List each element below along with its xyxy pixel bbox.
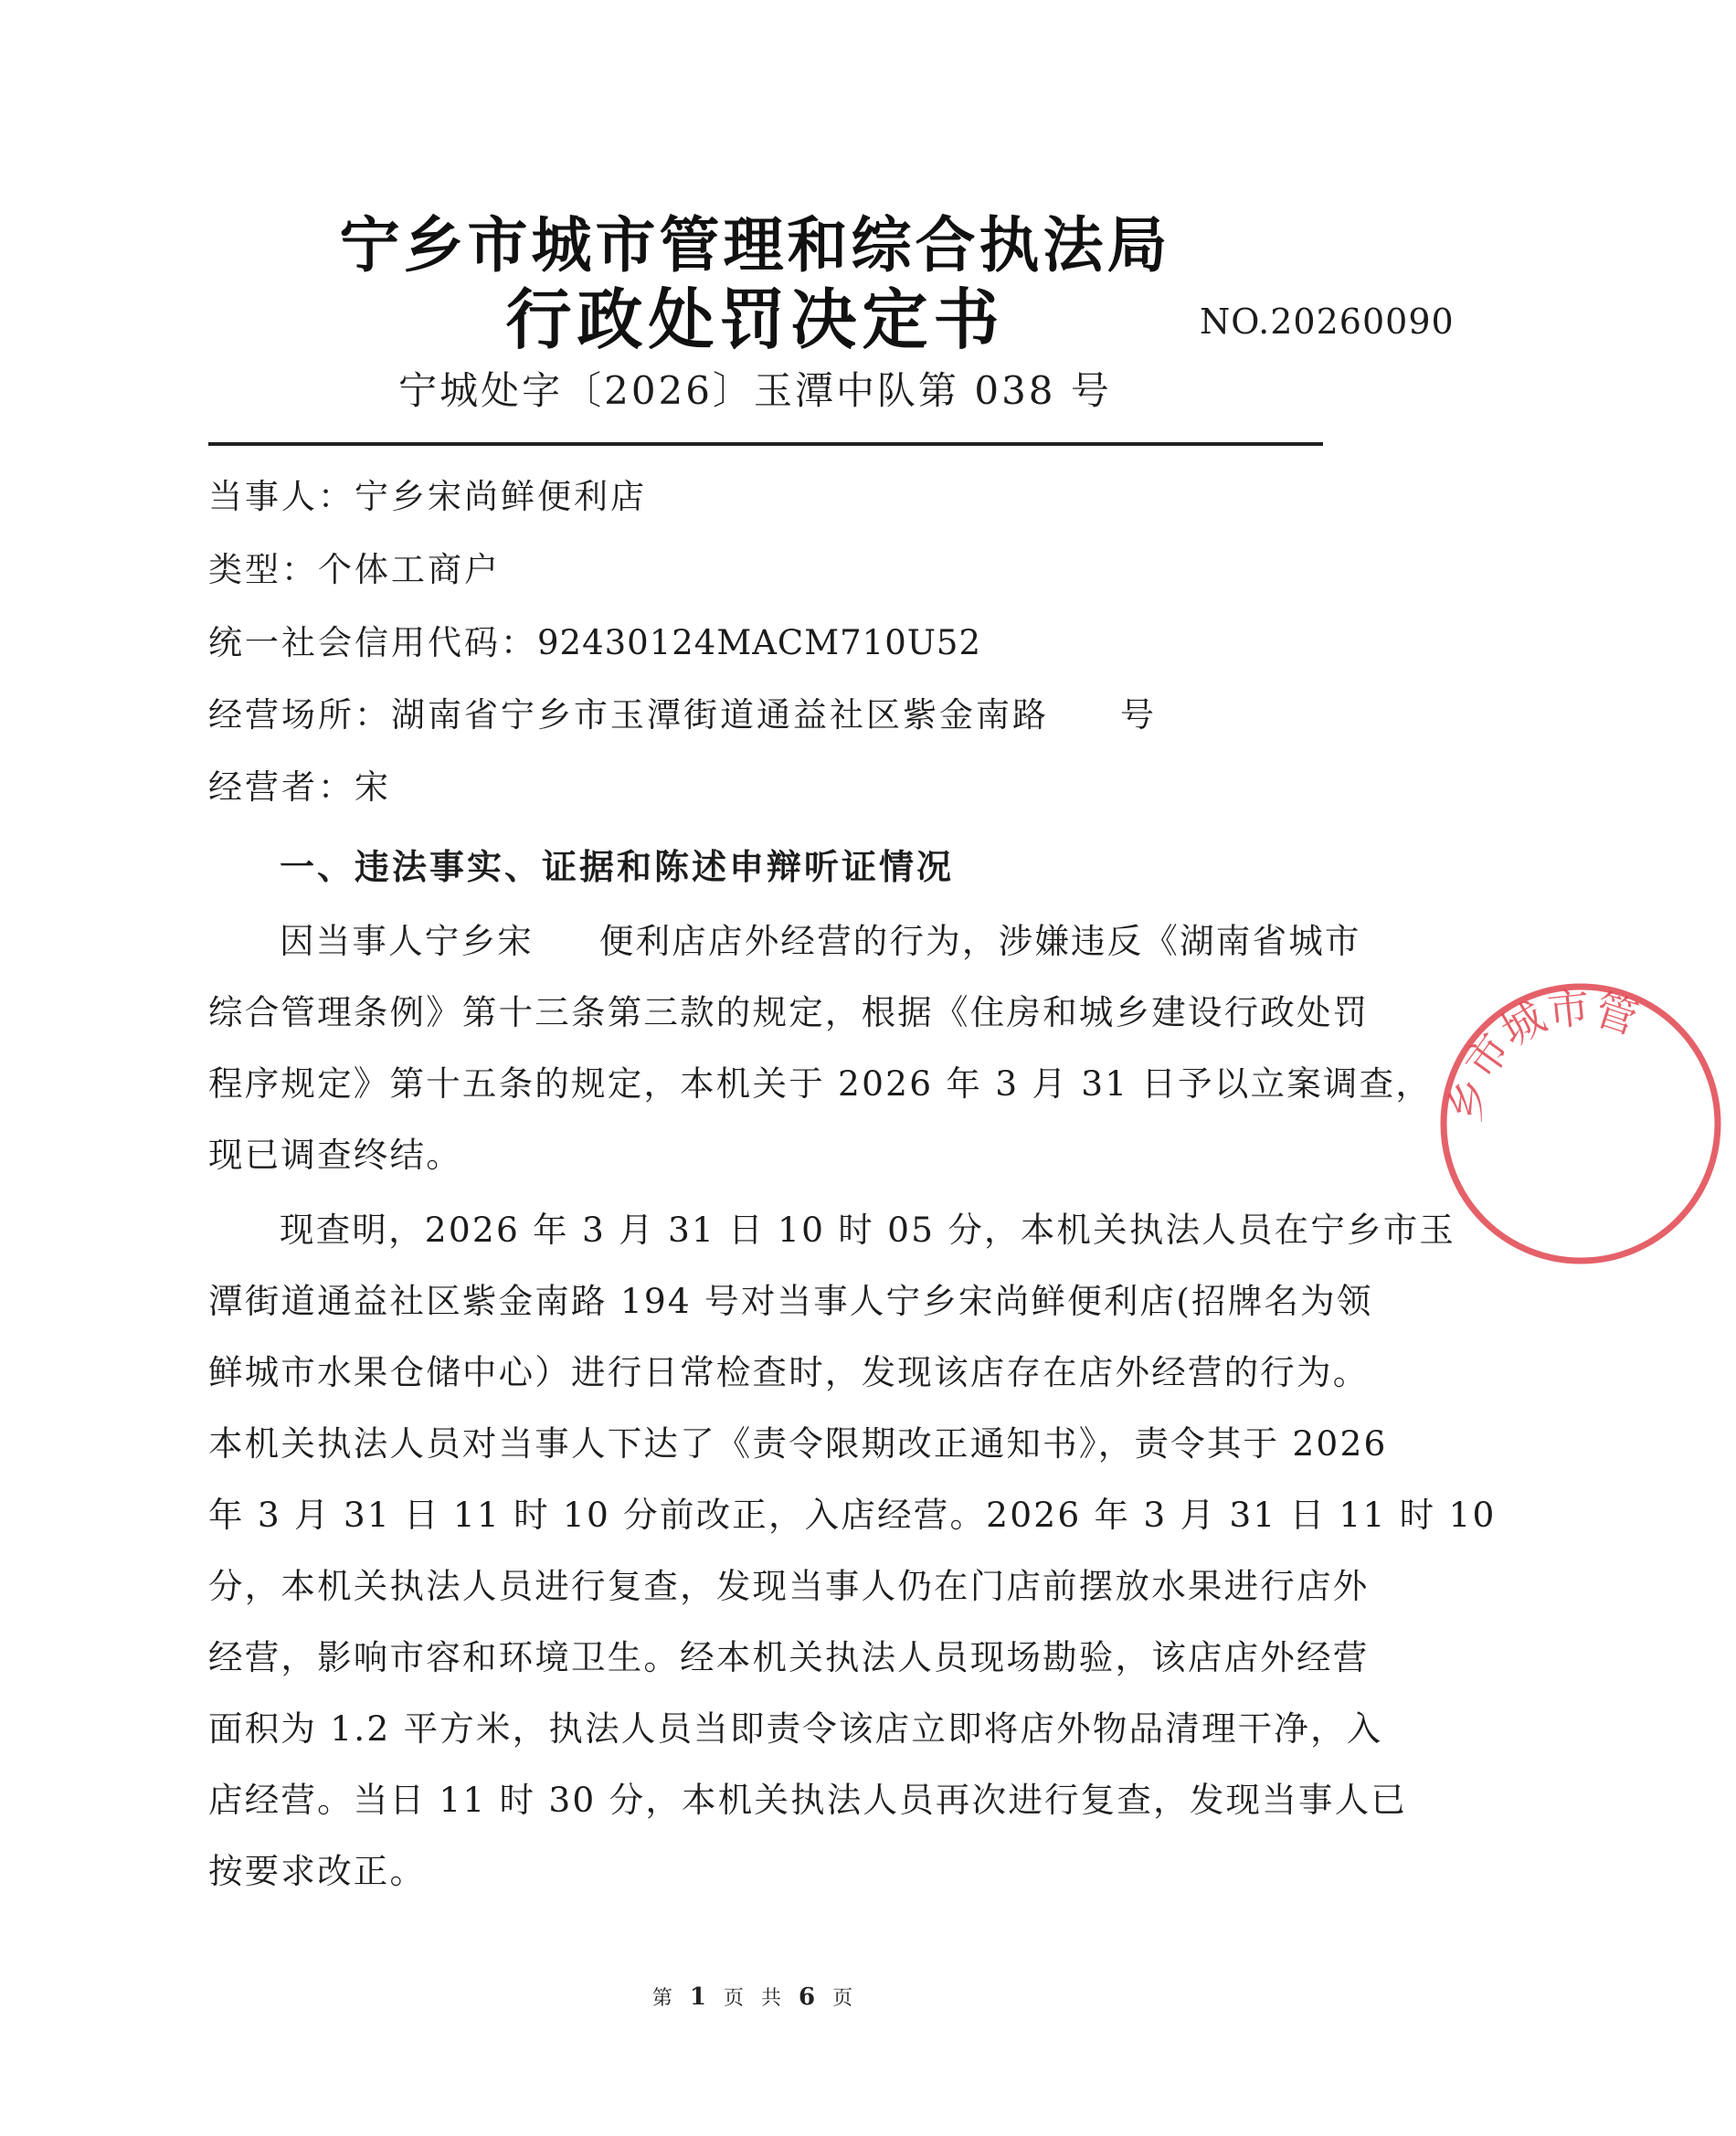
footer-page-total: 6	[799, 1983, 821, 2011]
operator-value: 宋	[355, 767, 391, 807]
address-value: 湖南省宁乡市玉潭街道通益社区紫金南路	[391, 695, 1049, 735]
paragraph-2-line-3: 鲜城市水果仓储中心）进行日常检查时，发现该店存在店外经营的行为。	[208, 1352, 1370, 1392]
paragraph-1-line-2: 综合管理条例》第十三条第三款的规定，根据《住房和城乡建设行政处罚	[208, 992, 1370, 1032]
paragraph-1-line-3: 程序规定》第十五条的规定，本机关于 2026 年 3 月 31 日予以立案调查，	[208, 1063, 1433, 1104]
svg-text:乡市城市管	[1440, 982, 1644, 1126]
page-footer	[0, 1983, 1510, 2011]
address-suffix: 号	[1120, 695, 1157, 735]
paragraph-2-line-2: 潭街道通益社区紫金南路 194 号对当事人宁乡宋尚鲜便利店(招牌名为领	[208, 1281, 1373, 1321]
party-name-label: 当事人：	[208, 477, 355, 516]
case-number: 宁城处字〔2026〕玉潭中队第 038 号	[398, 368, 1112, 413]
org-title: 宁乡市城市管理和综合执法局	[339, 210, 1171, 280]
paragraph-2-line-7: 经营，影响市容和环境卫生。经本机关执法人员现场勘验，该店店外经营	[208, 1637, 1370, 1677]
p1-text-a: 因当事人宁乡宋	[280, 921, 534, 961]
paragraph-2-line-1: 现查明，2026 年 3 月 31 日 10 时 05 分，本机关执法人员在宁乡市玉	[280, 1210, 1456, 1250]
party-type-value: 个体工商户	[318, 550, 501, 589]
party-type-label: 类型：	[208, 550, 318, 589]
operator-row	[208, 759, 391, 809]
paragraph-1-line-4: 现已调查终结。	[208, 1135, 462, 1175]
footer-page-current: 1	[689, 1983, 712, 2011]
seal-text: 乡市城市管	[1439, 982, 1644, 1126]
party-type-row	[208, 542, 501, 591]
footer-mid: 页 共	[724, 1987, 787, 2010]
paragraph-2-line-4: 本机关执法人员对当事人下达了《责令限期改正通知书》，责令其于 2026	[208, 1423, 1388, 1464]
doc-number: NO.20260090	[1200, 301, 1455, 342]
credit-code-value: 92430124MACM710U52	[537, 623, 982, 662]
paragraph-2-line-5: 年 3 月 31 日 11 时 10 分前改正，入店经营。2026 年 3 月 31 日 11 时 10	[208, 1495, 1497, 1535]
paragraph-2-line-9: 店经营。当日 11 时 30 分，本机关执法人员再次进行复查，发现当事人已	[208, 1780, 1408, 1820]
credit-code-label: 统一社会信用代码：	[208, 623, 537, 662]
paragraph-1-line-1	[280, 914, 1361, 963]
paragraph-2-line-10: 按要求改正。	[208, 1851, 427, 1891]
header-divider	[208, 442, 1323, 446]
official-seal-icon	[1425, 968, 1736, 1279]
address-row	[208, 687, 1157, 736]
party-name-value: 宁乡宋尚鲜便利店	[355, 477, 647, 516]
paragraph-2-line-8: 面积为 1.2 平方米，执法人员当即责令该店立即将店外物品清理干净，入	[208, 1708, 1383, 1749]
party-name-row	[208, 469, 647, 518]
operator-label: 经营者：	[208, 767, 355, 807]
footer-suffix: 页	[832, 1987, 859, 2010]
paragraph-2-line-6: 分，本机关执法人员进行复查，发现当事人仍在门店前摆放水果进行店外	[208, 1566, 1370, 1606]
address-redaction	[1049, 695, 1120, 735]
p1-redaction	[534, 921, 599, 961]
p1-text-b: 便利店店外经营的行为，涉嫌违反《湖南省城市	[598, 921, 1361, 961]
doc-title: 行政处罚决定书	[505, 281, 1005, 358]
credit-code-row	[208, 615, 981, 664]
section-heading: 一、违法事实、证据和陈述申辩听证情况	[280, 846, 955, 887]
footer-prefix: 第	[651, 1987, 678, 2010]
address-label: 经营场所：	[208, 695, 391, 735]
